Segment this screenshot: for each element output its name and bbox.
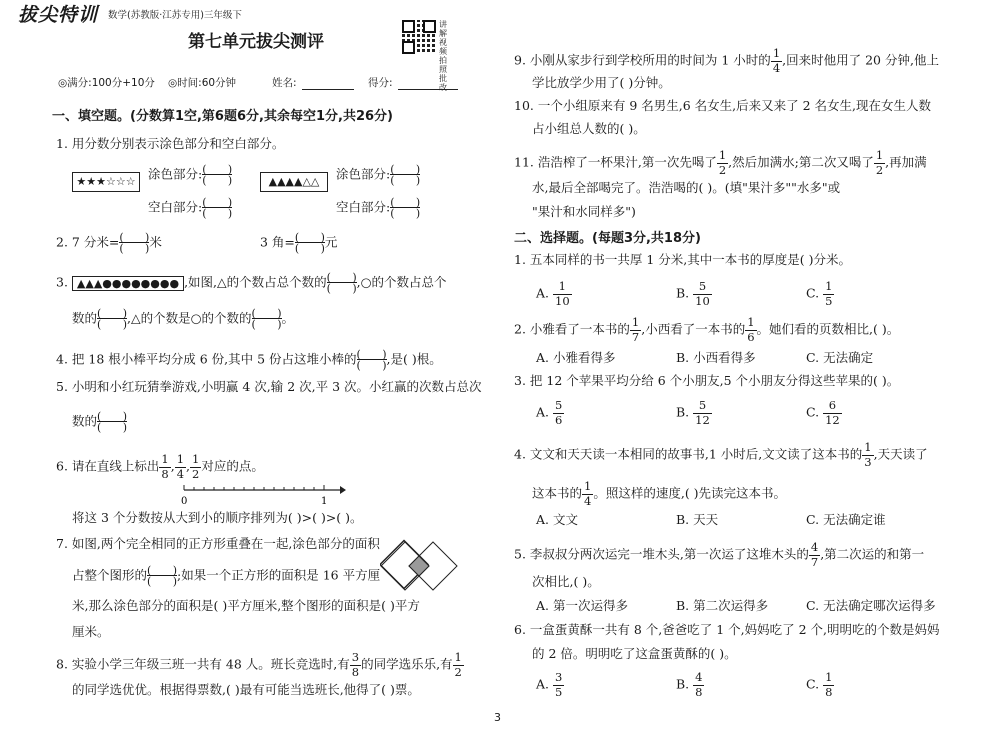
c3-option-c[interactable]: C. $\frac{6}{12}$ bbox=[806, 398, 840, 427]
star-figure: ★★★☆☆☆ bbox=[72, 172, 140, 192]
qr-code[interactable] bbox=[402, 20, 436, 54]
question-9-line-2: 学比放学少用了( )分钟。 bbox=[532, 75, 671, 90]
c6-option-b[interactable]: B. $\frac{4}{8}$ bbox=[676, 670, 703, 699]
question-3-line-1: 3. ▲▲▲●●●●●●●● ,如图,△的个数占总个数的 ( ) ( ) ,○的个数占总个 bbox=[56, 272, 447, 294]
q1-blank-label: 空白部分: ( ) ( ) bbox=[148, 197, 232, 219]
choice-question-4-line-2: 这本书的 $\frac{1}{4}$ 。照这样的速度,( )先读完这本书。 bbox=[532, 479, 787, 508]
q1-shaded-label-2: 涂色部分: ( ) ( ) bbox=[336, 164, 420, 186]
question-4: 4. 把 18 根小棒平均分成 6 份,其中 5 份占这堆小棒的 ( ) ( ) ,是( )根。 bbox=[56, 349, 442, 371]
question-5-line-1: 5. 小明和小红玩猜拳游戏,小明赢 4 次,输 2 次,平 3 次。小红赢的次数占总次 bbox=[56, 379, 482, 394]
c6-option-a[interactable]: A. $\frac{3}{5}$ bbox=[536, 670, 563, 699]
series-label: 数学(苏教版·江苏专用)三年级下 bbox=[108, 10, 242, 21]
question-3-line-2: 数的 ( ) ( ) ,△的个数是○的个数的 ( ) ( ) 。 bbox=[72, 308, 294, 330]
section-1-heading: 一、填空题。(分数算1空,第6题6分,其余每空1分,共26分) bbox=[52, 109, 393, 124]
choice-question-3: 3. 把 12 个苹果平均分给 6 个小朋友,5 个小朋友分得这些苹果的( )。 bbox=[514, 373, 900, 388]
c5-option-c[interactable]: C. 无法确定哪次运得多 bbox=[806, 598, 936, 613]
c6-option-c[interactable]: C. $\frac{1}{8}$ bbox=[806, 670, 833, 699]
score-label: 得分: bbox=[368, 77, 393, 89]
page-number: 3 bbox=[494, 711, 501, 724]
brand-logo: 拔尖特训 bbox=[18, 4, 99, 26]
c3-option-b[interactable]: B. $\frac{5}{12}$ bbox=[676, 398, 710, 427]
qr-label: 讲解视频 拍照批改 bbox=[439, 20, 447, 92]
full-score: ◎满分:100分+10分 bbox=[58, 77, 155, 89]
c5-option-b[interactable]: B. 第二次运得多 bbox=[676, 598, 769, 613]
c2-option-c[interactable]: C. 无法确定 bbox=[806, 350, 874, 365]
question-2b: 3 角= ( ) ( ) 元 bbox=[260, 232, 337, 254]
choice-question-5-line-2: 次相比,( )。 bbox=[532, 574, 600, 589]
page-title: 第七单元拔尖测评 bbox=[188, 32, 324, 52]
c4-option-b[interactable]: B. 天天 bbox=[676, 512, 719, 527]
question-11-line-1: 11. 浩浩榨了一杯果汁,第一次先喝了 $\frac{1}{2}$ ,然后加满水;第二次又喝了 $\frac{1}{2}$ ,再加满 bbox=[514, 148, 927, 177]
c1-option-b[interactable]: B. $\frac{5}{10}$ bbox=[676, 279, 710, 308]
triangle-figure: ▲▲▲▲△△ bbox=[260, 172, 328, 192]
choice-question-6-line-2: 的 2 倍。明明吃了这盒蛋黄酥的( )。 bbox=[532, 646, 737, 661]
question-10-line-1: 10. 一个小组原来有 9 名男生,6 名女生,后来又来了 2 名女生,现在女生人数 bbox=[514, 98, 931, 113]
question-1: 1. 用分数分别表示涂色部分和空白部分。 bbox=[56, 136, 285, 151]
question-9-line-1: 9. 小刚从家步行到学校所用的时间为 1 小时的 $\frac{1}{4}$ ,回来时他用了 20 分钟,他上 bbox=[514, 46, 939, 75]
c1-option-a[interactable]: A. $\frac{1}{10}$ bbox=[536, 279, 570, 308]
question-10-line-2: 占小组总人数的( )。 bbox=[532, 121, 646, 136]
time-limit: ◎时间:60分钟 bbox=[168, 77, 237, 89]
overlapping-squares-figure bbox=[380, 525, 462, 607]
section-2-heading: 二、选择题。(每题3分,共18分) bbox=[514, 231, 701, 246]
tick-label-1: 1 bbox=[321, 496, 328, 507]
c2-option-b[interactable]: B. 小西看得多 bbox=[676, 350, 756, 365]
choice-question-1: 1. 五本同样的书一共厚 1 分米,其中一本书的厚度是( )分米。 bbox=[514, 252, 852, 267]
choice-question-4-line-1: 4. 文文和天天读一本相同的故事书,1 小时后,文文读了这本书的 $\frac{1}{3}$ ,天天读了 bbox=[514, 440, 928, 469]
c3-option-a[interactable]: A. $\frac{5}{6}$ bbox=[536, 398, 563, 427]
question-11-line-2: 水,最后全部喝完了。浩浩喝的( )。(填"果汁多""水多"或 bbox=[532, 180, 841, 195]
c4-option-c[interactable]: C. 无法确定谁 bbox=[806, 512, 886, 527]
c4-option-a[interactable]: A. 文文 bbox=[536, 512, 579, 527]
name-field[interactable] bbox=[302, 89, 354, 90]
c2-option-a[interactable]: A. 小雅看得多 bbox=[536, 350, 616, 365]
question-8-line-2: 的同学选优优。根据得票数,( )最有可能当选班长,他得了( )票。 bbox=[72, 682, 420, 697]
score-field[interactable] bbox=[398, 89, 458, 90]
question-8-line-1: 8. 实验小学三年级三班一共有 48 人。班长竞选时,有 $\frac{3}{8}$ 的同学选乐乐,有 $\frac{1}{2}$ bbox=[56, 650, 462, 679]
name-label: 姓名: bbox=[272, 77, 297, 89]
question-11-line-3: "果汁和水同样多") bbox=[532, 204, 636, 219]
question-7-line-4: 厘米。 bbox=[72, 624, 110, 639]
question-7-line-2: 占整个图形的 ( ) ( ) ;如果一个正方形的面积是 16 平方厘 bbox=[72, 565, 380, 587]
question-5-line-2: 数的 ( ) ( ) bbox=[72, 411, 127, 433]
c1-option-c[interactable]: C. $\frac{1}{5}$ bbox=[806, 279, 833, 308]
question-7-line-3: 米,那么涂色部分的面积是( )平方厘米,整个图形的面积是( )平方 bbox=[72, 598, 420, 613]
choice-question-2: 2. 小雅看了一本书的 $\frac{1}{7}$ ,小西看了一本书的 $\frac{1}{6}$ 。她们看的页数相比,( )。 bbox=[514, 315, 900, 344]
question-6-line-1: 6. 请在直线上标出 $\frac{1}{8}$ , $\frac{1}{4}$ , $\frac{1}{2}$ 对应的点。 bbox=[56, 452, 264, 481]
tick-label-0: 0 bbox=[181, 496, 188, 507]
shape-row-figure: ▲▲▲●●●●●●●● bbox=[72, 276, 184, 291]
q1-blank-label-2: 空白部分: ( ) ( ) bbox=[336, 197, 420, 219]
question-7-line-1: 7. 如图,两个完全相同的正方形重叠在一起,涂色部分的面积 bbox=[56, 536, 380, 551]
choice-question-5-line-1: 5. 李叔叔分两次运完一堆木头,第一次运了这堆木头的 $\frac{4}{7}$ ,第二次运的和第一 bbox=[514, 540, 925, 569]
c5-option-a[interactable]: A. 第一次运得多 bbox=[536, 598, 629, 613]
question-6-line-2: 将这 3 个分数按从大到小的顺序排列为( )>( )>( )。 bbox=[72, 510, 363, 525]
question-2a: 2. 7 分米= ( ) ( ) 米 bbox=[56, 232, 162, 254]
q1-shaded-label: 涂色部分: ( ) ( ) bbox=[148, 164, 232, 186]
choice-question-6-line-1: 6. 一盒蛋黄酥一共有 8 个,爸爸吃了 1 个,妈妈吃了 2 个,明明吃的个数是妈妈 bbox=[514, 622, 940, 637]
number-line[interactable] bbox=[176, 480, 346, 510]
